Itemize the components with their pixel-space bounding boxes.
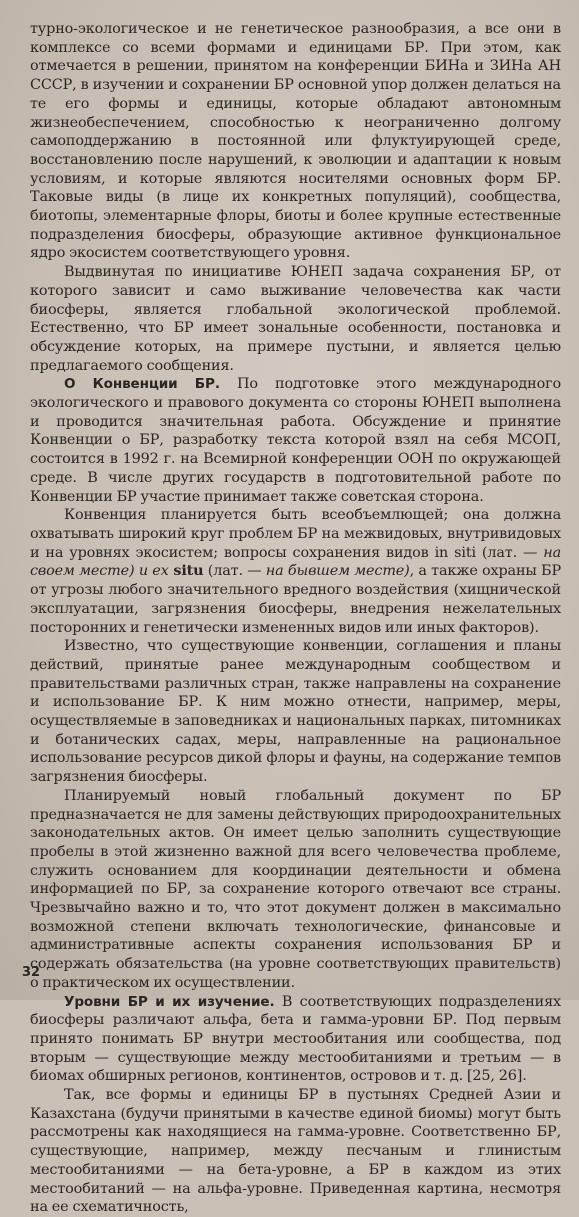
section-heading-convention: О Конвенции БР. [64,376,220,393]
paragraph-text: турно-экологическое и не генетическое разнообразия, а все они в комплексе со всеми формами и единицами БР. При этом, как отмечается в решении, принятом на конференции БИНа и ЗИНа АН СССР, в изучении и сохранении БР основной упор должен делаться на те его формы и единицы, которые обладают автономным жизнеобеспечением, способностью к неограниченно долгому самоподдержанию в постоянной или флуктуирующей среде, восстановлению после нарушений, к эволюции и адаптации к новым условиям, и которые являются носителями основных форм БР. Таковые виды (в лице их конкретных популяций), сообщества, биотопы, элементарные флоры, биоты и более крупные естественные подразделения биосферы, образующие активное функциональное ядро экосистем соответствующего уровня. [30,21,561,262]
paragraph-6 [30,787,561,993]
paragraph-convention [30,375,561,506]
paragraph-text: , а также охраны БР от угрозы любого значительного вредного воздействия (хищнической эксплуатации, загрязнения биосферы, внедрения нежелательных посторонних и генетически измененных видов или иных факторов). [30,563,562,636]
paragraph-8 [30,1086,561,1217]
paragraph-text: В соответствующих подразделениях биосферы различают альфа, бета и гамма-уровни БР. Под первым принято понимать БР внутри местообитания или сообщества, под вторым — существующие между местообитаниями и третьим — в биомах обширных регионов, континентов, островов и т. д. [25, 26]. [30,993,561,1085]
italic-gloss: на своем месте) и ex [30,544,561,580]
paragraph-text: По подготовке этого международного экологического и правового документа со стороны ЮНЕП выполнена и проводится значительная работа. Обсуждение и принятие Конвенции о БР, разработку текста которой взял на себя МСОП, состоится в 1992 г. на Всемирной конференции ООН по окружающей среде. В числе других государств в подготовительной работе по Конвенции БР участие принимает также советская сторона. [30,376,561,505]
italic-gloss: на бывшем месте) [265,563,410,580]
paragraph-text: Так, все формы и единицы БР в пустынях Средней Азии и Казахстана (будучи принятыми в качестве единой биомы) могут быть рассмотрены как находящиеся на гамма-уровне. Соответственно БР, существующие, например, между песчаным и глинистым местообитаниями — на бета-уровне, а БР в каждом из этих местообитаний — на альфа-уровне. Приведенная картина, несмотря на ее схематичность, [30,1087,561,1216]
paragraph-text: Конвенция планируется быть всеобъемлющей; она должна охватывать широкий круг проблем БР на межвидовых, внутривидовых и на уровнях экосистем; вопросы сохранения видов in siti (лат. — [30,507,561,561]
bold-term: situ [168,562,204,580]
paragraph-text: (лат. — [203,563,266,580]
paragraph-levels [30,993,561,1087]
paragraph-5 [30,637,561,787]
paragraph-1 [30,20,561,263]
page-number: 32 [22,965,41,980]
paragraph-text: Планируемый новый глобальный документ по БР предназначается не для замены действующих природоохранительных законодательных актов. Он имеет целью заполнить существующие пробелы в этой жизненно важной для всего человечества проблеме, служить основанием для координации деятельности и обмена информацией по БР, за сохранение которого отвечают все страны. Чрезвычайно важно и то, что этот документ должен в максимально возможной степени включать технологические, финансовые и административные аспекты сохранения использования БР и содержать обязательства (на уровне соответствующих правительств) о практическом их осуществлении. [30,787,561,991]
paragraph-text: Выдвинутая по инициативе ЮНЕП задача сохранения БР, от которого зависит и само выживание человечества как части биосферы, является глобальной экологической проблемой. Естественно, что БР имеет зональные особенности, постановка и обсуждение которых, на примере пустыни, и является целью предлагаемого сообщения. [30,264,561,374]
paragraph-2 [30,263,561,375]
paragraph-text: Известно, что существующие конвенции, соглашения и планы действий, принятые ранее международным сообществом и правительствами различных стран, также направлены на сохранение и использование БР. К ним можно отнести, например, меры, осуществляемые в заповедниках и национальных парках, питомниках и ботанических садах, меры, направленные на рациональное использование ресурсов дикой флоры и фауны, на содержание темпов загрязнения биосферы. [30,638,561,786]
paragraph-4 [30,506,561,637]
section-heading-levels: Уровни БР и их изучение. [64,993,275,1010]
body-text [30,20,561,1217]
